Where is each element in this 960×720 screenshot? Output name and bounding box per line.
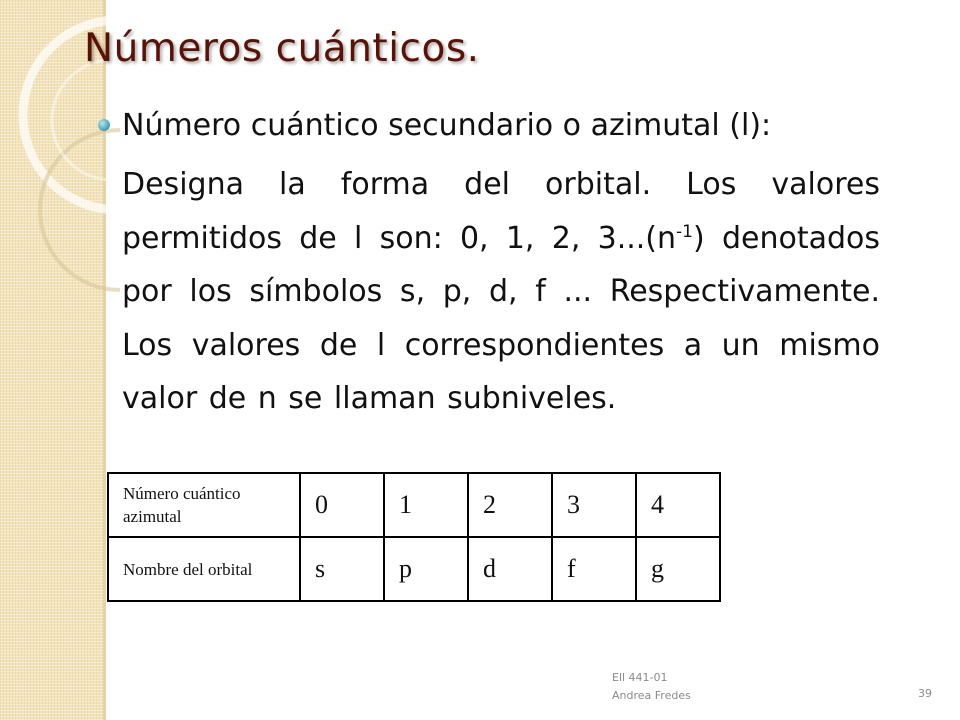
body-superscript: -1 — [676, 221, 693, 242]
body-paragraph — [122, 158, 880, 426]
table-cell: d — [468, 537, 552, 601]
table-row — [108, 537, 720, 601]
footer-info — [612, 669, 691, 705]
row-label: Número cuántico azimutal — [108, 473, 300, 537]
page-number: 39 — [918, 687, 932, 700]
table-cell: 1 — [384, 473, 468, 537]
bullet-heading: Número cuántico secundario o azimutal (l): — [122, 108, 772, 143]
table-cell: 3 — [552, 473, 636, 537]
orbital-table — [107, 472, 721, 602]
table-cell: s — [300, 537, 384, 601]
bullet-icon — [98, 119, 110, 131]
body-text-part: Designa la forma del orbital. Los valores permitidos de l son: 0, 1, 2, 3...(n — [122, 167, 880, 256]
table-cell: g — [636, 537, 720, 601]
table-cell: 0 — [300, 473, 384, 537]
table-cell: 2 — [468, 473, 552, 537]
table-cell: 4 — [636, 473, 720, 537]
footer-course: Ell 441-01 — [612, 671, 668, 684]
table-cell: p — [384, 537, 468, 601]
footer-author: Andrea Fredes — [612, 689, 691, 702]
table-row — [108, 473, 720, 537]
body-text-part: ) denotados por los símbolos s, p, d, f ... Respectivamente. Los valores de l correspondientes a un mismo valor de n se llaman subniveles. — [122, 220, 880, 416]
slide-title: Números cuánticos. — [84, 26, 480, 71]
table-cell: f — [552, 537, 636, 601]
row-label: Nombre del orbital — [108, 537, 300, 601]
